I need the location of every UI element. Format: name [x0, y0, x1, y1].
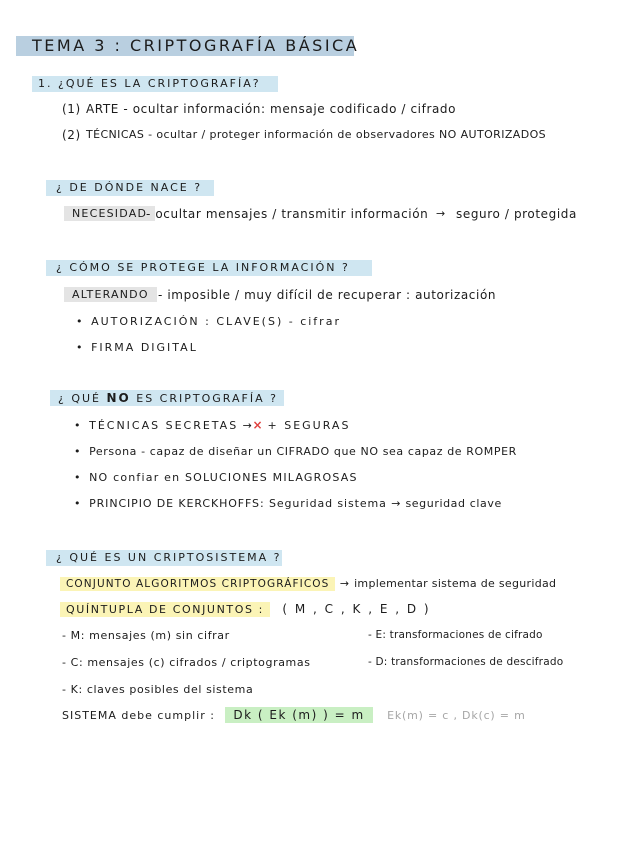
quintupla-row [60, 602, 431, 616]
def-k: - K: claves posibles del sistema [62, 683, 254, 696]
tag-alterando: ALTERANDO [64, 287, 157, 302]
item-arte: ARTE - ocultar información: mensaje codificado / cifrado [86, 102, 457, 116]
section-heading-que-es: 1. ¿QUÉ ES LA CRIPTOGRAFÍA? [32, 76, 278, 92]
como-protege-text: - imposible / muy difícil de recuperar : autorización [158, 288, 497, 302]
def-d: - D: transformaciones de descifrado [368, 656, 564, 668]
quintupla-text: ( M , C , K , E , D ) [282, 602, 431, 616]
quintupla-label: QUÍNTUPLA DE CONJUNTOS : [60, 602, 270, 617]
formula-extra: Ek(m) = c , Dk(c) = m [387, 709, 526, 722]
def-c: - C: mensajes (c) cifrados / criptogramas [62, 656, 311, 669]
section-heading-donde-nace: ¿ DE DÓNDE NACE ? [46, 180, 214, 196]
bullet-icon: • [76, 341, 84, 354]
bullet-text: + SEGURAS [267, 419, 351, 432]
def-e: - E: transformaciones de cifrado [368, 629, 543, 641]
heading-part: ES CRIPTOGRAFÍA ? [136, 392, 278, 405]
bullet-text: AUTORIZACIÓN : CLAVE(S) - cifrar [91, 315, 341, 328]
bullet-icon: • [76, 315, 84, 328]
section-heading-como-protege: ¿ CÓMO SE PROTEGE LA INFORMACIÓN ? [46, 260, 372, 276]
sistema-label: SISTEMA debe cumplir : [62, 709, 215, 722]
heading-part: ¿ QUÉ [58, 392, 101, 405]
conjunto-text: implementar sistema de seguridad [354, 577, 557, 590]
heading-no: NO [106, 391, 131, 405]
conjunto-label: CONJUNTO ALGORITMOS CRIPTOGRÁFICOS [60, 577, 335, 591]
bullet-text: Persona - capaz de diseñar un CIFRADO que NO sea capaz de ROMPER [89, 445, 517, 458]
page-title: TEMA 3 : CRIPTOGRAFÍA BÁSICA [16, 36, 354, 56]
list-item [74, 444, 517, 458]
list-item [74, 496, 502, 510]
section-heading-no-es [50, 390, 284, 406]
item-tecnicas: TÉCNICAS - ocultar / proteger información de observadores NO AUTORIZADOS [86, 128, 547, 141]
bullet-icon: • [74, 445, 82, 458]
donde-nace-text: - ocultar mensajes / transmitir información [146, 207, 429, 221]
list-item [76, 314, 341, 328]
bullet-icon: • [74, 497, 82, 510]
list-item [76, 340, 198, 354]
arrow-right-icon: → [339, 577, 350, 590]
bullet-text: TÉCNICAS SECRETAS [89, 419, 239, 432]
conjunto-row [60, 576, 556, 590]
tag-necesidad: NECESIDAD [64, 206, 155, 221]
bullet-text: NO confiar en SOLUCIONES MILAGROSAS [89, 471, 358, 484]
bullet-text: seguridad clave [405, 497, 502, 510]
item-number-2: (2) [62, 128, 81, 142]
bullet-icon: • [74, 419, 82, 432]
formula-main: Dk ( Ek (m) ) = m [225, 707, 372, 723]
list-item [74, 470, 358, 484]
donde-nace-result: seguro / protegida [456, 207, 577, 221]
def-m: - M: mensajes (m) sin cifrar [62, 629, 230, 642]
cross-icon: × [252, 418, 264, 432]
arrow-right-icon: → [391, 497, 402, 510]
list-item [74, 418, 350, 432]
item-number-1: (1) [62, 102, 81, 116]
bullet-text: PRINCIPIO DE KERCKHOFFS: Seguridad sistema [89, 497, 387, 510]
arrow-right-icon: → [436, 207, 446, 220]
bullet-text: FIRMA DIGITAL [91, 341, 198, 354]
section-heading-criptosistema: ¿ QUÉ ES UN CRIPTOSISTEMA ? [46, 550, 282, 566]
bullet-icon: • [74, 471, 82, 484]
arrow-right-icon: → [242, 419, 253, 432]
sistema-row [62, 708, 526, 722]
